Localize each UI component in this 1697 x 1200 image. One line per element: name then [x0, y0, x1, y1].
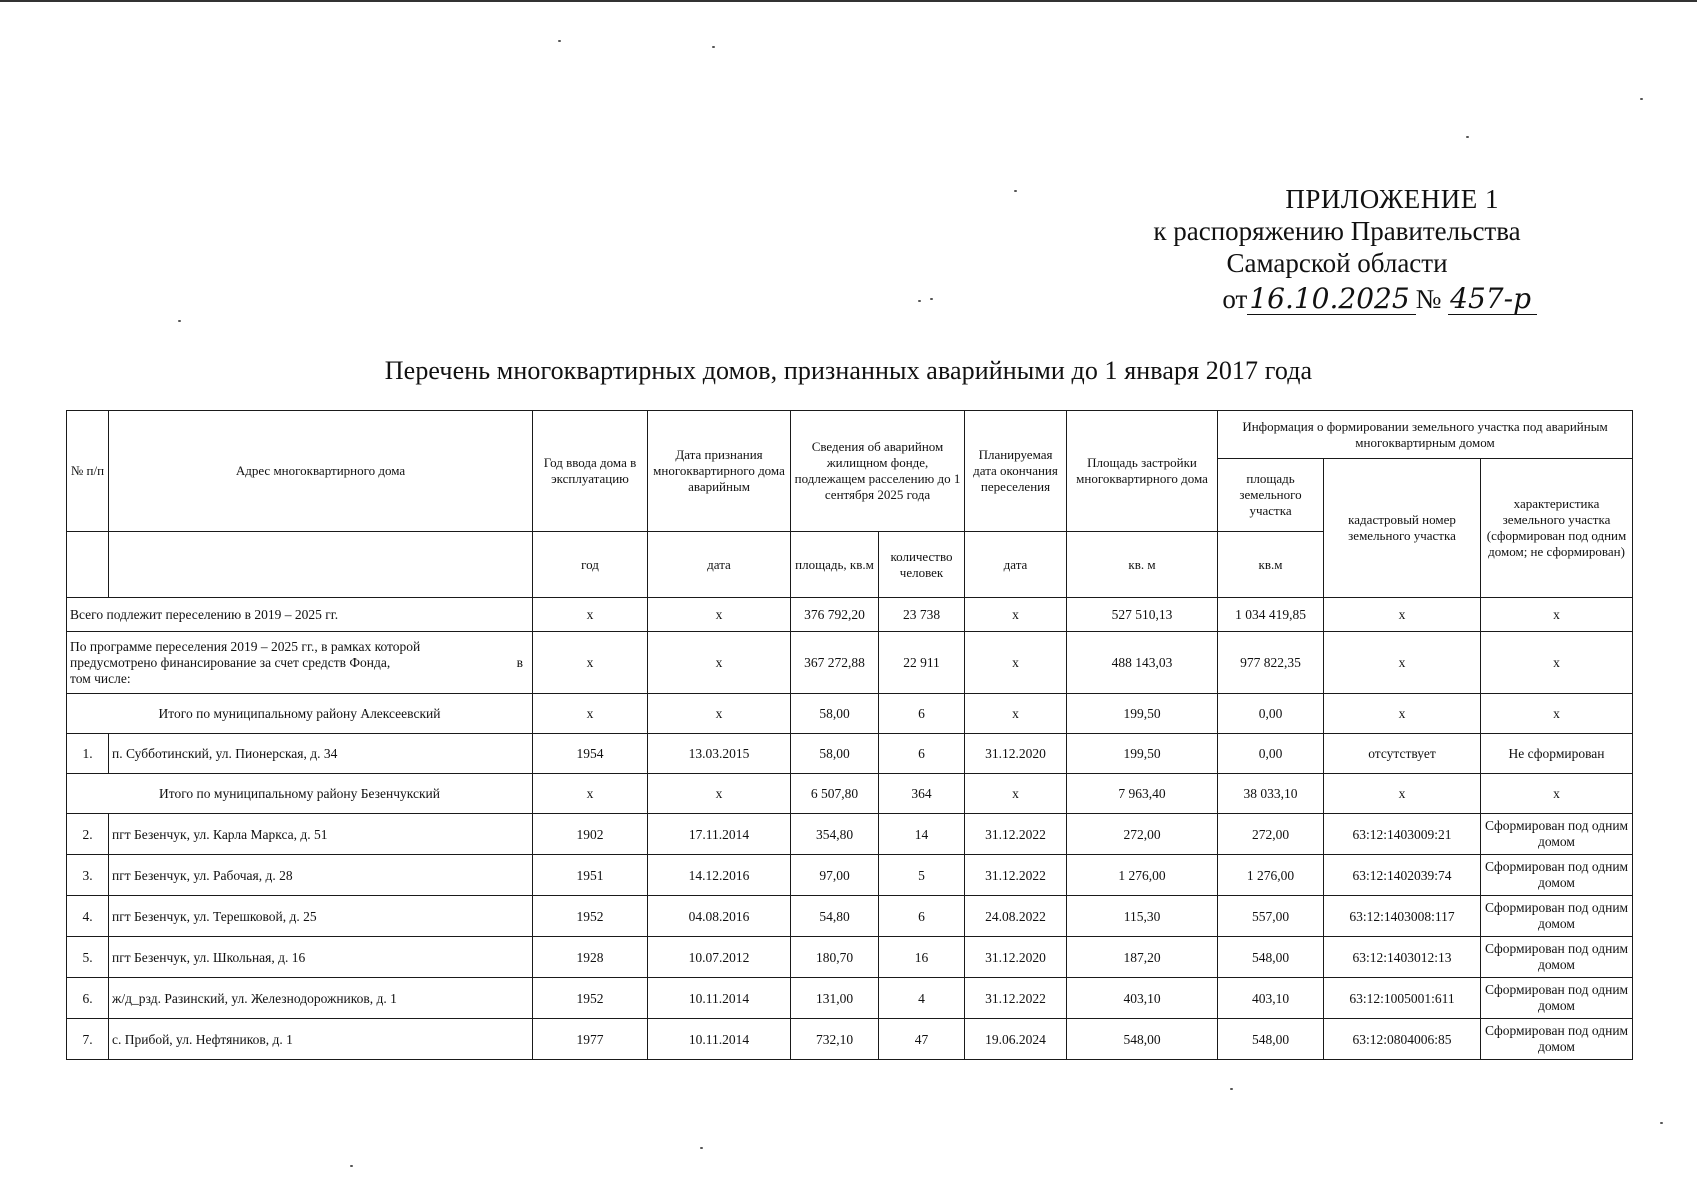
row-build-area: 548,00: [1067, 1019, 1218, 1060]
program-build-area: 488 143,03: [1067, 632, 1218, 694]
row-land-area: 0,00: [1218, 734, 1324, 774]
row-date: 10.11.2014: [648, 978, 791, 1019]
number-sign: №: [1415, 284, 1442, 314]
table-row: [67, 978, 1633, 1019]
emergency-housing-table: [66, 410, 1633, 1060]
row-area: 732,10: [791, 1019, 879, 1060]
program-label-tail: том числе:: [70, 670, 131, 686]
row-address: пгт Безенчук, ул. Карла Маркса, д. 51: [109, 814, 533, 855]
header-cadastral: кадастровый номер земельного участка: [1324, 459, 1481, 598]
row-area: 58,00: [791, 734, 879, 774]
district1-land-area: 0,00: [1218, 694, 1324, 734]
row-build-area: 272,00: [1067, 814, 1218, 855]
district-subtotal-row: [67, 774, 1633, 814]
program-year: х: [533, 632, 648, 694]
row-land-area: 548,00: [1218, 1019, 1324, 1060]
row-address: п. Субботинский, ул. Пионерская, д. 34: [109, 734, 533, 774]
district1-char: х: [1481, 694, 1633, 734]
row-land-area: 1 276,00: [1218, 855, 1324, 896]
scan-speck: [1660, 1122, 1663, 1124]
row-number: 7.: [67, 1019, 109, 1060]
row-number: 3.: [67, 855, 109, 896]
program-char: х: [1481, 632, 1633, 694]
row-build-area: 1 276,00: [1067, 855, 1218, 896]
appendix-date-number-line: [1127, 283, 1547, 315]
unit-build-sqm: кв. м: [1067, 532, 1218, 598]
row-year: 1954: [533, 734, 648, 774]
row-land-status: Сформирован под одним домом: [1481, 896, 1633, 937]
header-date-emergency: Дата признания многоквартирного дома аварийным: [648, 411, 791, 532]
total-year: х: [533, 598, 648, 632]
appendix-title: ПРИЛОЖЕНИЕ 1: [1285, 184, 1499, 214]
table-row: [67, 937, 1633, 978]
program-label: [67, 632, 533, 694]
total-char: х: [1481, 598, 1633, 632]
row-number: 5.: [67, 937, 109, 978]
program-cadastral: х: [1324, 632, 1481, 694]
row-date: 17.11.2014: [648, 814, 791, 855]
total-row: [67, 598, 1633, 632]
unit-area: площадь, кв.м: [791, 532, 879, 598]
scan-speck: [700, 1147, 703, 1149]
total-date: х: [648, 598, 791, 632]
row-number: 6.: [67, 978, 109, 1019]
district2-date: х: [648, 774, 791, 814]
district2-area: 6 507,80: [791, 774, 879, 814]
row-planned: 31.12.2020: [965, 734, 1067, 774]
row-people: 16: [879, 937, 965, 978]
program-date: х: [648, 632, 791, 694]
row-number: 4.: [67, 896, 109, 937]
row-land-area: 403,10: [1218, 978, 1324, 1019]
scan-speck: [918, 300, 921, 302]
row-cadastral: отсутствует: [1324, 734, 1481, 774]
total-planned: х: [965, 598, 1067, 632]
header-year-built: Год ввода дома в эксплуатацию: [533, 411, 648, 532]
row-cadastral: 63:12:1403009:21: [1324, 814, 1481, 855]
program-planned: х: [965, 632, 1067, 694]
row-address: пгт Безенчук, ул. Терешковой, д. 25: [109, 896, 533, 937]
row-land-status: Сформирован под одним домом: [1481, 855, 1633, 896]
total-land-area: 1 034 419,85: [1218, 598, 1324, 632]
district2-cadastral: х: [1324, 774, 1481, 814]
program-label-main: По программе переселения 2019 – 2025 гг., в рамках которой предусмотрено финансирование за счет средств Фонда,: [70, 638, 421, 670]
row-land-status: Сформирован под одним домом: [1481, 937, 1633, 978]
row-area: 54,80: [791, 896, 879, 937]
handwritten-number: 457-р: [1448, 284, 1537, 315]
row-people: 6: [879, 896, 965, 937]
header-num: № п/п: [67, 411, 109, 532]
row-address: пгт Безенчук, ул. Школьная, д. 16: [109, 937, 533, 978]
scan-speck: [1640, 98, 1643, 100]
district1-build-area: 199,50: [1067, 694, 1218, 734]
row-people: 47: [879, 1019, 965, 1060]
row-people: 4: [879, 978, 965, 1019]
row-address: с. Прибой, ул. Нефтяников, д. 1: [109, 1019, 533, 1060]
total-area: 376 792,20: [791, 598, 879, 632]
district2-land-area: 38 033,10: [1218, 774, 1324, 814]
table-row: [67, 1019, 1633, 1060]
row-address: пгт Безенчук, ул. Рабочая, д. 28: [109, 855, 533, 896]
row-land-area: 272,00: [1218, 814, 1324, 855]
row-land-status: Сформирован под одним домом: [1481, 1019, 1633, 1060]
total-people: 23 738: [879, 598, 965, 632]
row-build-area: 199,50: [1067, 734, 1218, 774]
district1-date: х: [648, 694, 791, 734]
unit-land-sqm: кв.м: [1218, 532, 1324, 598]
row-build-area: 403,10: [1067, 978, 1218, 1019]
row-cadastral: 63:12:1403008:117: [1324, 896, 1481, 937]
scan-top-edge: [0, 0, 1697, 2]
table-row: [67, 896, 1633, 937]
row-date: 14.12.2016: [648, 855, 791, 896]
appendix-header: [1127, 183, 1547, 315]
appendix-line-3: Самарской области: [1226, 248, 1448, 278]
row-land-status: Сформирован под одним домом: [1481, 978, 1633, 1019]
district-subtotal-row: [67, 694, 1633, 734]
district1-label: Итого по муниципальному району Алексеевский: [67, 694, 533, 734]
row-cadastral: 63:12:1005001:611: [1324, 978, 1481, 1019]
row-planned: 19.06.2024: [965, 1019, 1067, 1060]
program-label-in: в: [516, 654, 523, 670]
unit-year: год: [533, 532, 648, 598]
program-people: 22 911: [879, 632, 965, 694]
district1-year: х: [533, 694, 648, 734]
unit-address-empty: [109, 532, 533, 598]
row-area: 97,00: [791, 855, 879, 896]
scan-speck: [1466, 136, 1469, 138]
row-land-area: 548,00: [1218, 937, 1324, 978]
row-land-status: Не сформирован: [1481, 734, 1633, 774]
row-planned: 31.12.2022: [965, 855, 1067, 896]
row-land-status: Сформирован под одним домом: [1481, 814, 1633, 855]
district2-build-area: 7 963,40: [1067, 774, 1218, 814]
row-year: 1952: [533, 978, 648, 1019]
row-year: 1977: [533, 1019, 648, 1060]
unit-date: дата: [648, 532, 791, 598]
scan-speck: [558, 40, 561, 42]
total-label: Всего подлежит переселению в 2019 – 2025 гг.: [67, 598, 533, 632]
row-people: 6: [879, 734, 965, 774]
row-planned: 31.12.2022: [965, 978, 1067, 1019]
handwritten-date: 16.10.2025: [1247, 284, 1415, 315]
header-land-area: площадь земельного участка: [1218, 459, 1324, 532]
row-date: 10.07.2012: [648, 937, 791, 978]
row-area: 354,80: [791, 814, 879, 855]
row-year: 1902: [533, 814, 648, 855]
table-row: [67, 734, 1633, 774]
header-fund-info: Сведения об аварийном жилищном фонде, подлежащем расселению до 1 сентября 2025 года: [791, 411, 965, 532]
header-land-info: Информация о формировании земельного участка под аварийным многоквартирным домом: [1218, 411, 1633, 459]
row-land-area: 557,00: [1218, 896, 1324, 937]
row-cadastral: 63:12:0804006:85: [1324, 1019, 1481, 1060]
header-address: Адрес многоквартирного дома: [109, 411, 533, 532]
program-area: 367 272,88: [791, 632, 879, 694]
scan-speck: [1014, 190, 1017, 192]
total-cadastral: х: [1324, 598, 1481, 632]
header-build-area: Площадь застройки многоквартирного дома: [1067, 411, 1218, 532]
row-number: 1.: [67, 734, 109, 774]
row-build-area: 115,30: [1067, 896, 1218, 937]
row-planned: 31.12.2020: [965, 937, 1067, 978]
row-number: 2.: [67, 814, 109, 855]
scan-speck: [1230, 1088, 1233, 1090]
row-planned: 31.12.2022: [965, 814, 1067, 855]
district2-year: х: [533, 774, 648, 814]
unit-people: количество человек: [879, 532, 965, 598]
scan-speck: [712, 46, 715, 48]
district1-cadastral: х: [1324, 694, 1481, 734]
from-prefix: от: [1222, 284, 1248, 314]
unit-num-empty: [67, 532, 109, 598]
row-date: 04.08.2016: [648, 896, 791, 937]
row-area: 131,00: [791, 978, 879, 1019]
district2-people: 364: [879, 774, 965, 814]
district2-planned: х: [965, 774, 1067, 814]
district2-char: х: [1481, 774, 1633, 814]
scan-speck: [350, 1165, 353, 1167]
row-people: 14: [879, 814, 965, 855]
row-year: 1951: [533, 855, 648, 896]
unit-planned-date: дата: [965, 532, 1067, 598]
scan-speck: [178, 320, 181, 322]
row-year: 1952: [533, 896, 648, 937]
appendix-line-2: к распоряжению Правительства: [1153, 216, 1521, 246]
document-title: Перечень многоквартирных домов, признанных аварийными до 1 января 2017 года: [384, 356, 1313, 385]
district2-label: Итого по муниципальному району Безенчукский: [67, 774, 533, 814]
row-address: ж/д_рзд. Разинский, ул. Железнодорожников, д. 1: [109, 978, 533, 1019]
scan-speck: [930, 298, 933, 300]
header-planned-end: Планируемая дата окончания переселения: [965, 411, 1067, 532]
program-land-area: 977 822,35: [1218, 632, 1324, 694]
row-cadastral: 63:12:1402039:74: [1324, 855, 1481, 896]
total-build-area: 527 510,13: [1067, 598, 1218, 632]
row-date: 13.03.2015: [648, 734, 791, 774]
row-planned: 24.08.2022: [965, 896, 1067, 937]
row-cadastral: 63:12:1403012:13: [1324, 937, 1481, 978]
row-people: 5: [879, 855, 965, 896]
row-area: 180,70: [791, 937, 879, 978]
district1-people: 6: [879, 694, 965, 734]
district1-planned: х: [965, 694, 1067, 734]
header-land-char: характеристика земельного участка (сформирован под одним домом; не сформирован): [1481, 459, 1633, 598]
program-row: [67, 632, 1633, 694]
row-year: 1928: [533, 937, 648, 978]
district1-area: 58,00: [791, 694, 879, 734]
table-row: [67, 814, 1633, 855]
row-build-area: 187,20: [1067, 937, 1218, 978]
row-date: 10.11.2014: [648, 1019, 791, 1060]
table-row: [67, 855, 1633, 896]
